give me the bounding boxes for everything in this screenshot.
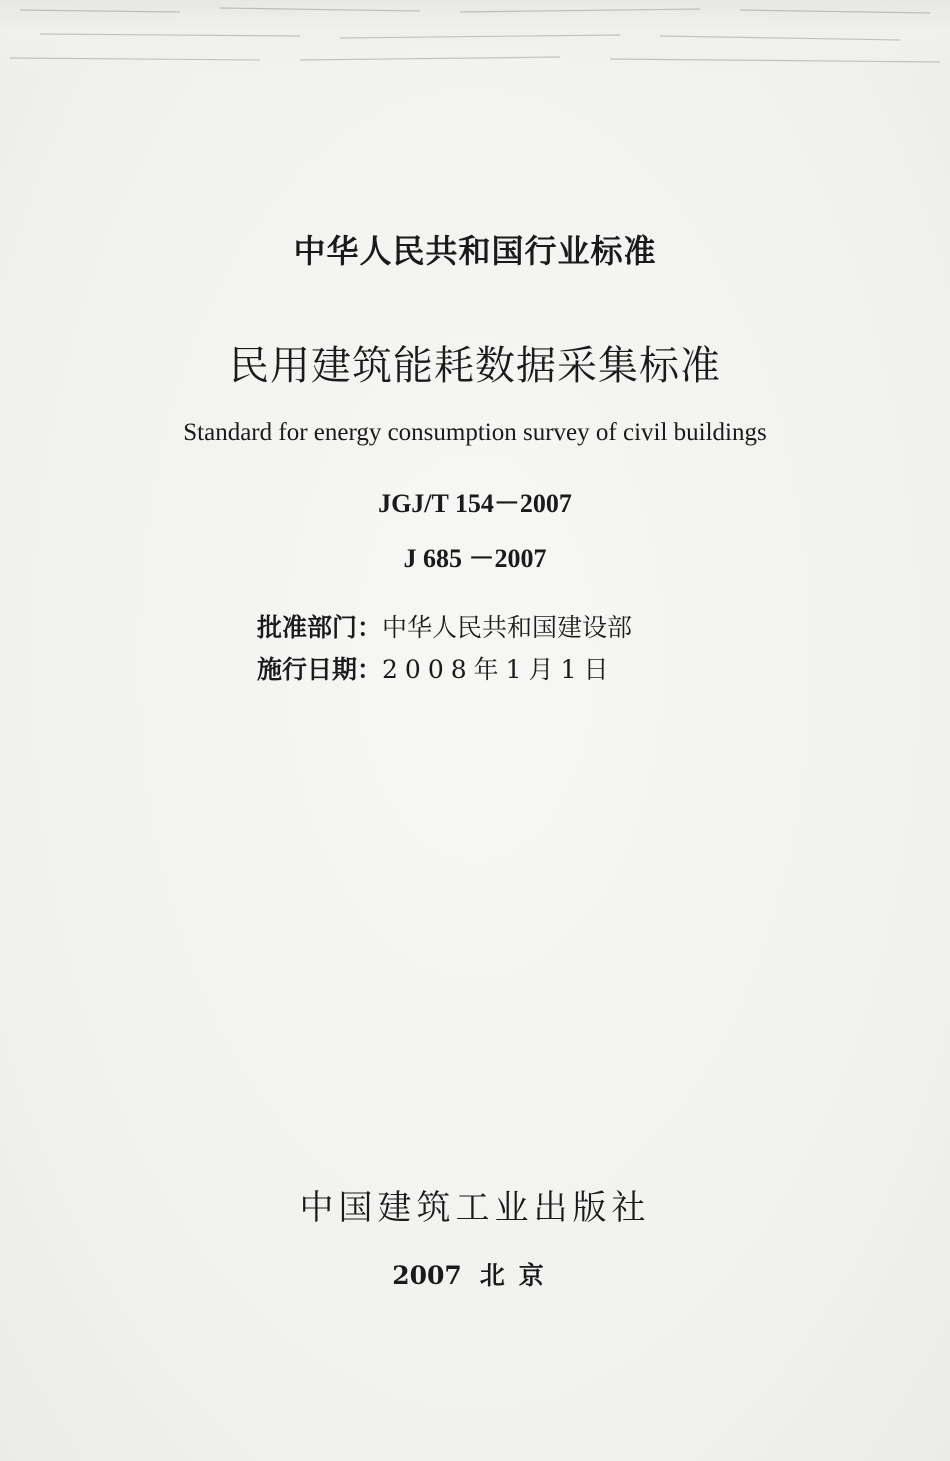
document-title-chinese: 民用建筑能耗数据采集标准 [229, 343, 721, 389]
standard-code-primary: JGJ/T 154－2007 [378, 489, 572, 518]
approval-value: 中华人民共和国建设部 [382, 613, 633, 642]
approval-department [257, 608, 632, 644]
publisher-name: 中国建筑工业出版社 [299, 1188, 651, 1228]
document-title-english: Standard for energy consumption survey of civil buildings [183, 419, 767, 446]
publication-city: 北京 [479, 1261, 558, 1290]
effective-date [257, 650, 615, 686]
approval-label: 批准部门： [257, 613, 383, 642]
standard-code-secondary: J 685 －2007 [403, 544, 547, 573]
effective-date-label: 施行日期： [257, 655, 383, 684]
publication-year: 2007 [392, 1261, 462, 1290]
effective-date-value: 2008年1月1日 [382, 655, 616, 684]
scan-artifact [0, 0, 950, 80]
industry-standard-heading: 中华人民共和国行业标准 [293, 232, 657, 270]
publication-line [0, 1256, 950, 1292]
